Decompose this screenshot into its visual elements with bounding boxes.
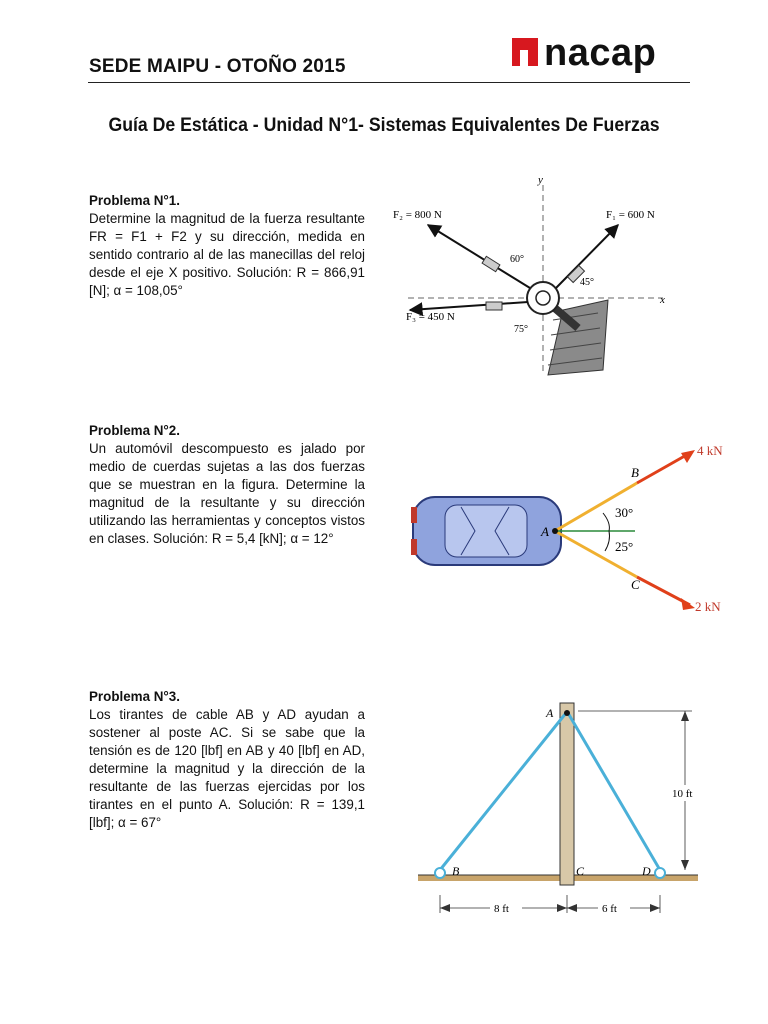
fig2-a-label: A (541, 524, 549, 539)
fig2-angle-25: 25° (615, 539, 634, 554)
fig3-c-label: C (576, 864, 585, 878)
fig2-4kn-label: 4 kN (697, 443, 723, 458)
fig1-f2-label: F₂ = 800 N (393, 209, 442, 221)
fig1-f3-label: F₃ = 450 N (406, 311, 455, 323)
problem-3-text: Los tirantes de cable AB y AD ayudan a sostener al poste AC. Si se sabe que la tensión es de 120 [lbf] en AB y 40 [lbf] en AD, determine la magnitud y la dirección de la resultante de las fuerzas ejercidas por los tirantes en el punto A. Solución: R = 139,1 [lbf]; α = 67° (89, 707, 365, 830)
fig2-b-label: B (631, 465, 639, 480)
problem-2 (89, 422, 365, 548)
header-divider (88, 82, 690, 83)
problem-1 (89, 192, 365, 300)
fig2-angle-30: 30° (615, 505, 634, 520)
problem-1-text: Determine la magnitud de la fuerza resultante FR = F1 + F2 y su dirección, medida en sentido contrario al de las manecillas del reloj desde el eje X positivo. Solución: R = 866,91 [N]; α = 108,05° (89, 211, 365, 298)
fig3-6ft-label: 6 ft (602, 903, 617, 915)
fig2-2kn-label: 2 kN (695, 599, 721, 614)
fig1-angle-45: 45° (580, 277, 594, 288)
problem-2-text: Un automóvil descompuesto es jalado por medio de cuerdas sujetas a las dos fuerzas que se muestran en la figura. Determine la magnitud de la resultante y su dirección utilizando las herramientas y conceptos vistos en clases. Solución: R = 5,4 [kN]; α = 12° (89, 441, 365, 546)
fig2-c-label: C (631, 577, 640, 592)
fig3-height-label: 10 ft (672, 788, 693, 800)
fig1-angle-60: 60° (510, 254, 524, 265)
fig3-b-label: B (452, 864, 460, 878)
fig1-y-label: y (538, 174, 543, 186)
fig1-x-label: x (660, 294, 665, 306)
fig3-8ft-label: 8 ft (494, 903, 509, 915)
page-title: Guía De Estática - Unidad N°1- Sistemas Equivalentes De Fuerzas (108, 115, 660, 136)
problem-2-heading: Problema N°2. (89, 423, 180, 438)
figure-1-force-diagram (388, 170, 678, 380)
problem-1-heading: Problema N°1. (89, 193, 180, 208)
inacap-logo (512, 32, 688, 78)
problem-3 (89, 688, 365, 832)
fig3-a-label: A (546, 706, 554, 720)
figure-2-car-diagram (405, 435, 735, 620)
problem-3-heading: Problema N°3. (89, 689, 180, 704)
force-f3-arrow (410, 302, 528, 310)
campus-header: SEDE MAIPU - OTOÑO 2015 (89, 56, 346, 77)
fig1-f1-label: F₁ = 600 N (606, 209, 655, 221)
logo-text: nacap (544, 32, 657, 74)
fig1-angle-75: 75° (514, 324, 528, 335)
fig3-d-label: D (642, 864, 651, 878)
figure-3-pole-diagram (410, 695, 710, 925)
